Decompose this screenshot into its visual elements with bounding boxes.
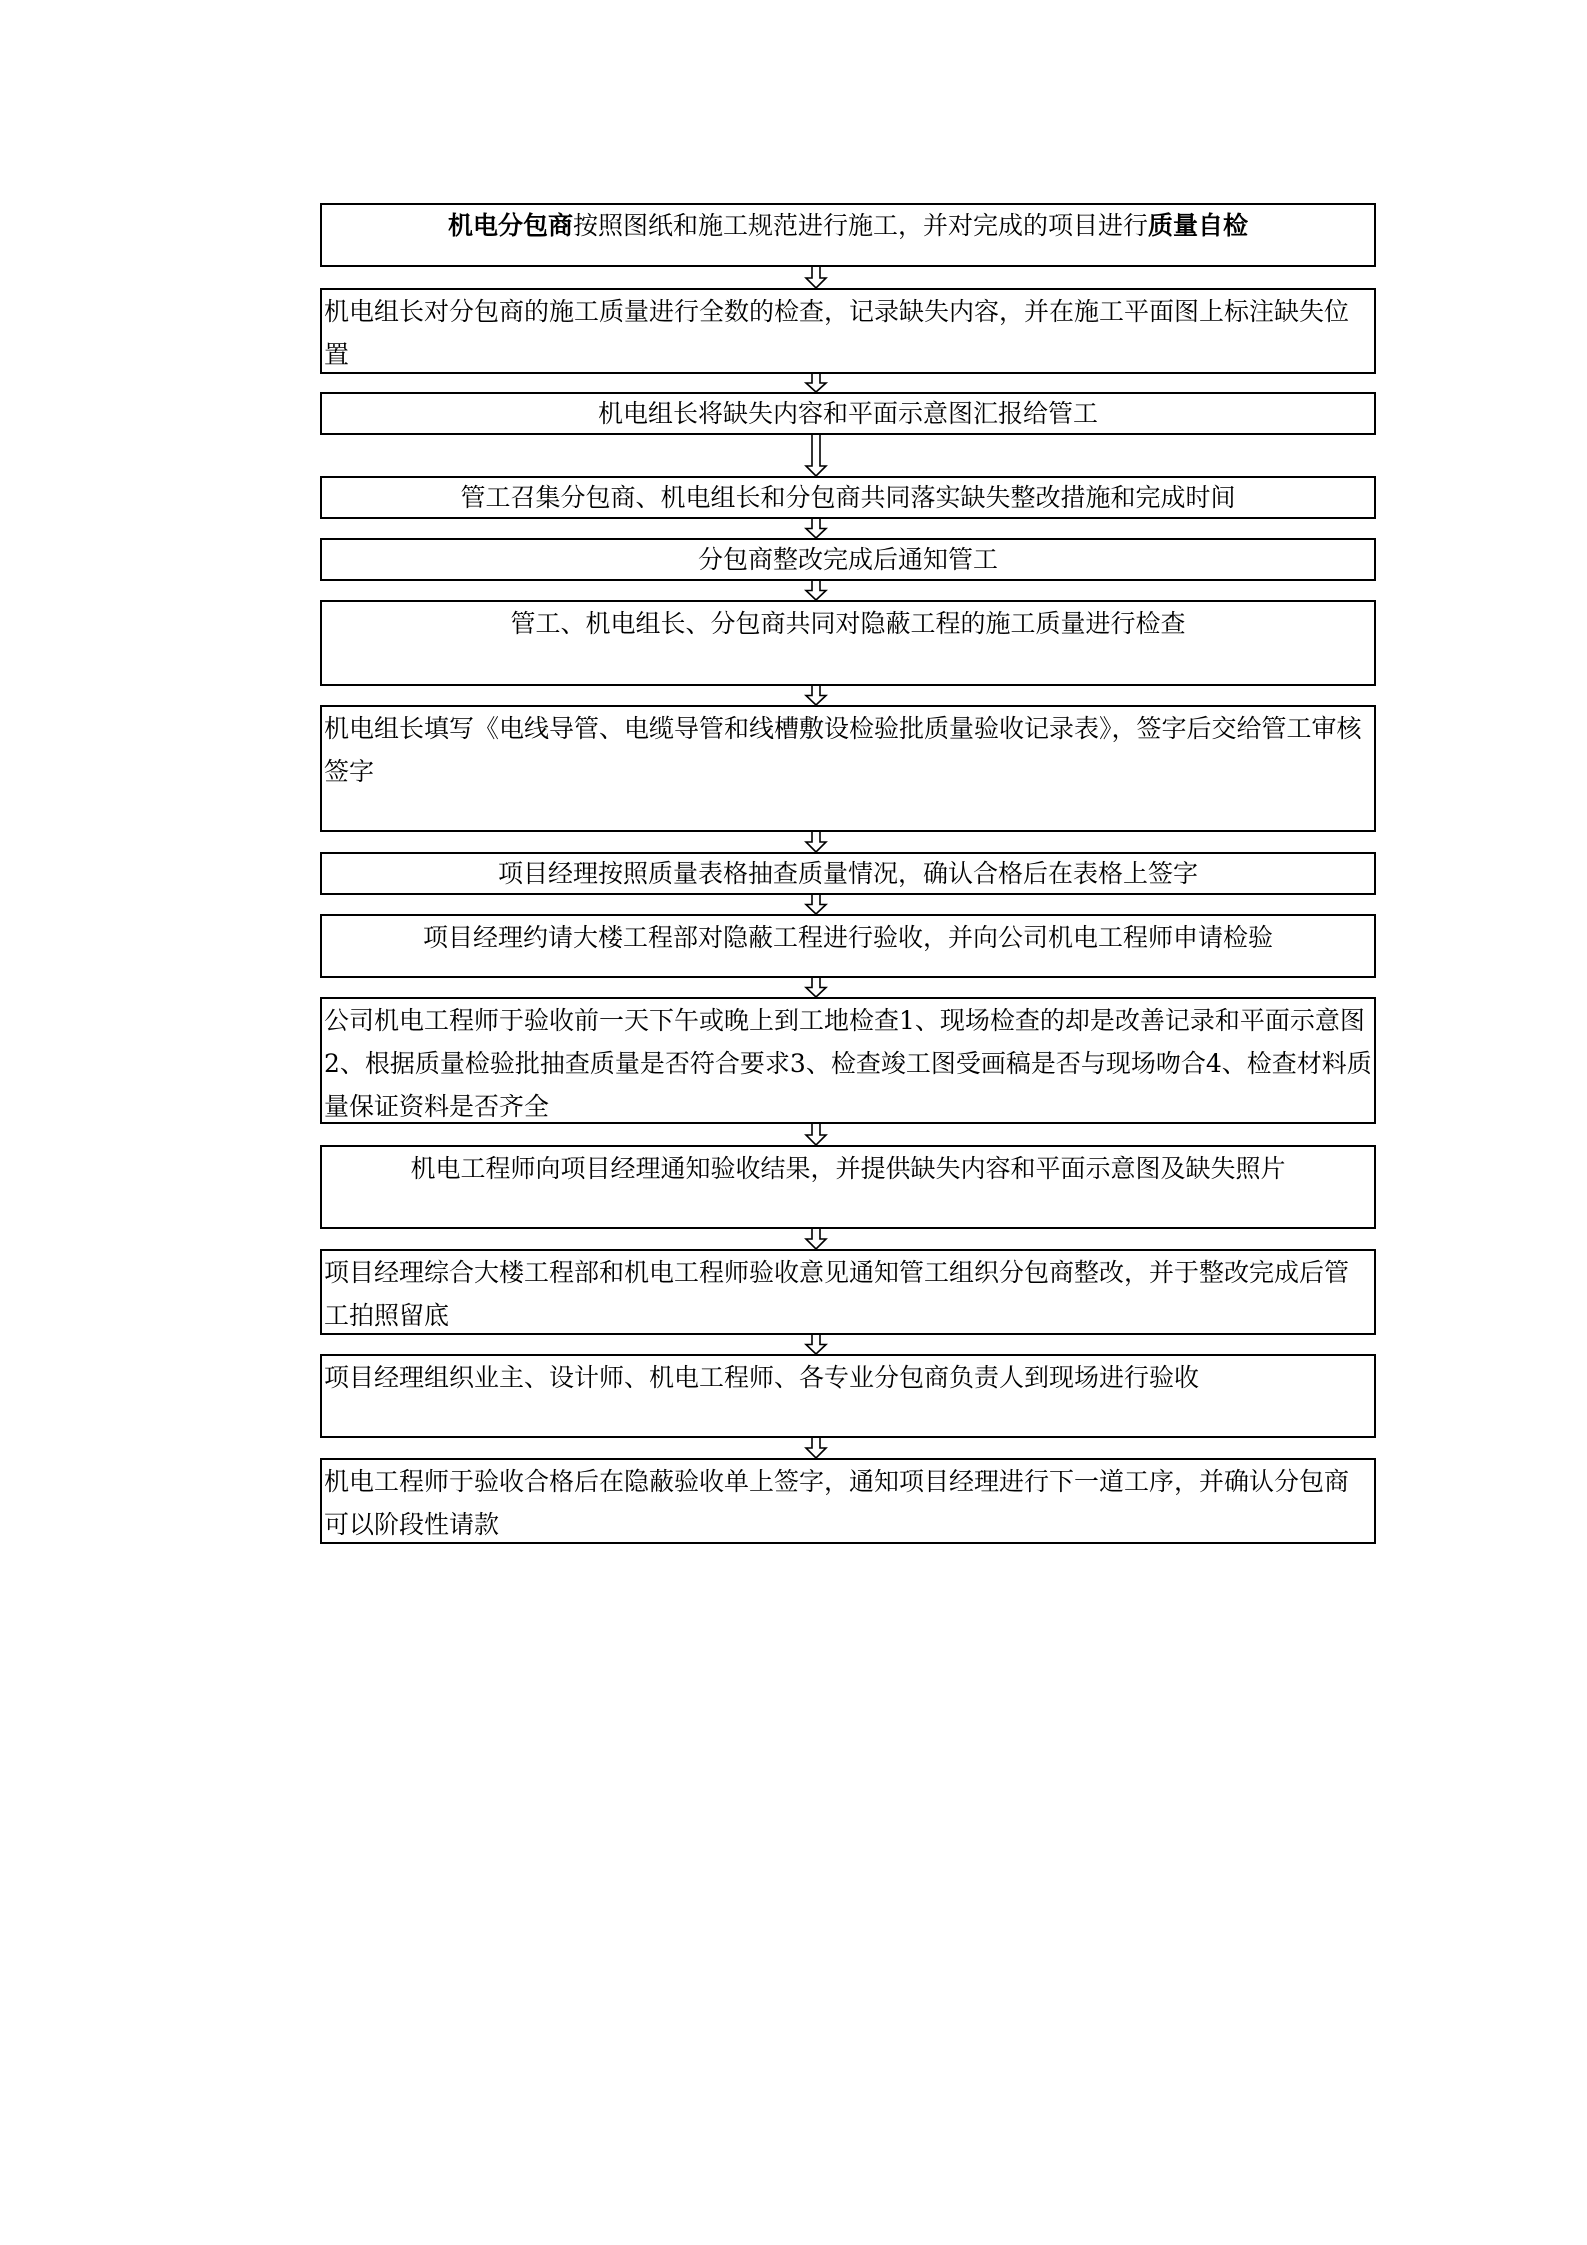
step-9-text: 项目经理约请大楼工程部对隐蔽工程进行验收，并向公司机电工程师申请检验 bbox=[422, 923, 1273, 952]
step-13-text: 项目经理组织业主、设计师、机电工程师、各专业分包商负责人到现场进行验收 bbox=[324, 1363, 1200, 1392]
step-10-text: 公司机电工程师于验收前一天下午或晚上到工地检查1、现场检查的却是改善记录和平面示意图2、根据质量检验批抽查质量是否符合要求3、检查竣工图受画稿是否与现场吻合4、检查材料质量保证资料是否齐全 bbox=[324, 1006, 1372, 1121]
step-1-bold-object: 质量自检 bbox=[1148, 211, 1249, 240]
step-2-text: 机电组长对分包商的施工质量进行全数的检查，记录缺失内容，并在施工平面图上标注缺失位置 bbox=[324, 297, 1350, 369]
flow-arrow-down-icon bbox=[806, 1438, 826, 1458]
step-14-text: 机电工程师于验收合格后在隐蔽验收单上签字，通知项目经理进行下一道工序，并确认分包商可以阶段性请款 bbox=[324, 1467, 1350, 1539]
flow-arrow-down-icon bbox=[806, 978, 826, 997]
flow-arrow-down-icon bbox=[806, 1229, 826, 1249]
step-11-text: 机电工程师向项目经理通知验收结果，并提供缺失内容和平面示意图及缺失照片 bbox=[410, 1154, 1286, 1183]
step-1-text: 按照图纸和施工规范进行施工，并对完成的项目进行 bbox=[572, 211, 1148, 240]
flow-arrow-down-icon bbox=[806, 1124, 826, 1145]
flow-arrow-down-icon bbox=[806, 519, 826, 538]
step-12-text: 项目经理综合大楼工程部和机电工程师验收意见通知管工组织分包商整改，并于整改完成后管工拍照留底 bbox=[324, 1258, 1350, 1330]
step-1-bold-subject: 机电分包商 bbox=[447, 211, 573, 240]
step-4-text: 管工召集分包商、机电组长和分包商共同落实缺失整改措施和完成时间 bbox=[460, 483, 1236, 512]
flow-arrow-down-icon bbox=[806, 895, 826, 914]
flow-arrow-down-icon bbox=[806, 435, 826, 476]
flow-arrow-down-icon bbox=[806, 267, 826, 288]
flow-arrow-down-icon bbox=[806, 832, 826, 852]
step-3-text: 机电组长将缺失内容和平面示意图汇报给管工 bbox=[597, 399, 1098, 428]
step-5-text: 分包商整改完成后通知管工 bbox=[697, 545, 998, 574]
step-8-text: 项目经理按照质量表格抽查质量情况，确认合格后在表格上签字 bbox=[497, 859, 1198, 888]
flow-arrow-down-icon bbox=[806, 374, 826, 392]
flow-arrow-down-icon bbox=[806, 1335, 826, 1354]
step-6-text: 管工、机电组长、分包商共同对隐蔽工程的施工质量进行检查 bbox=[510, 609, 1186, 638]
flow-arrow-down-icon bbox=[806, 581, 826, 600]
step-7-text: 机电组长填写《电线导管、电缆导管和线槽敷设检验批质量验收记录表》，签字后交给管工审核签字 bbox=[324, 714, 1362, 786]
flow-arrow-down-icon bbox=[806, 686, 826, 705]
